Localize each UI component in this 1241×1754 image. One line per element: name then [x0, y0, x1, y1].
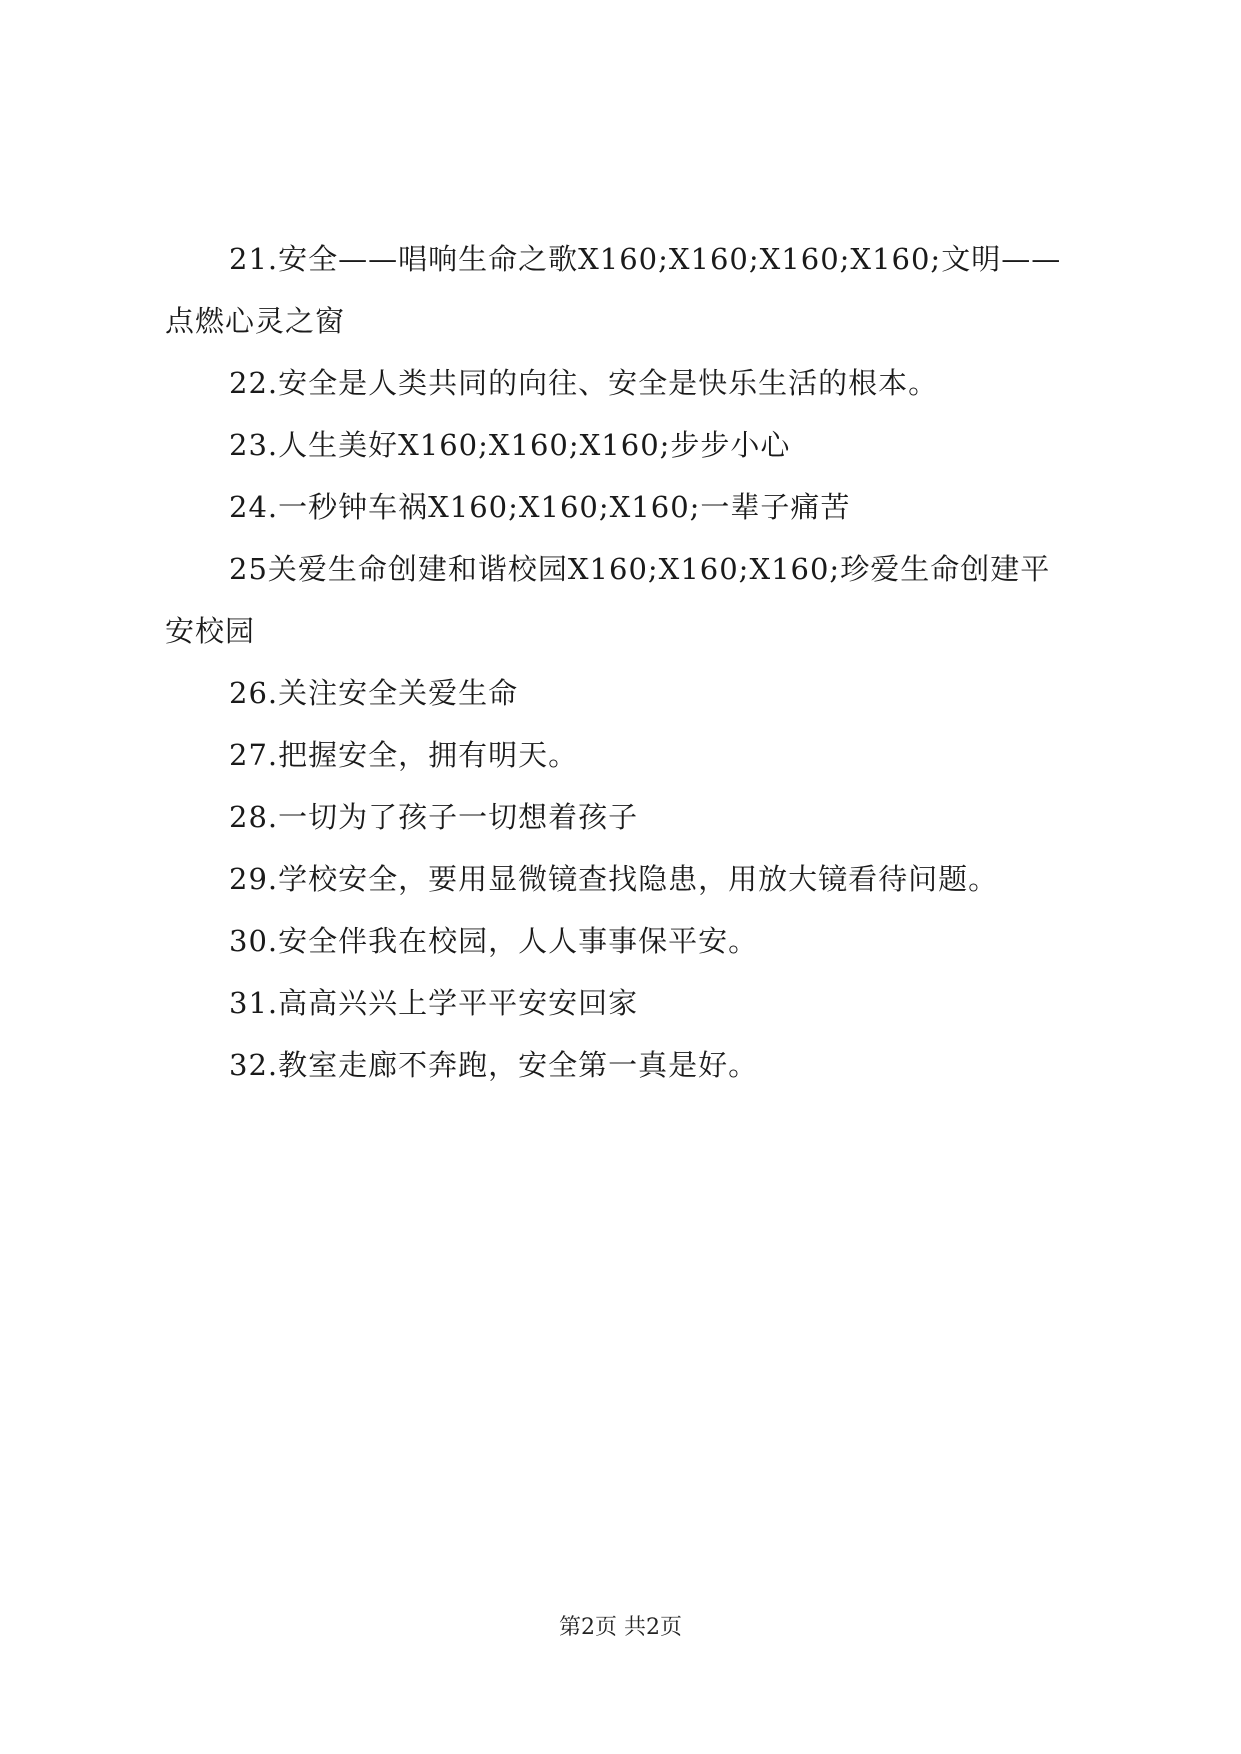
- paragraph-26: 26.关注安全关爱生命: [229, 676, 519, 710]
- document-body: [165, 228, 1075, 1096]
- paragraph-27: 27.把握安全，拥有明天。: [229, 738, 579, 772]
- paragraph-25: 25关爱生命创建和谐校园X160;X160;X160;珍爱生命创建平安校园: [165, 552, 1051, 648]
- paragraph-23: 23.人生美好X160;X160;X160;步步小心: [229, 428, 791, 462]
- page-footer: [0, 1610, 1241, 1641]
- page-number-label: 第2页 共2页: [559, 1615, 682, 1640]
- paragraph-30: 30.安全伴我在校园，人人事事保平安。: [229, 924, 759, 958]
- paragraph-32: 32.教室走廊不奔跑，安全第一真是好。: [229, 1048, 759, 1082]
- paragraph-31: 31.高高兴兴上学平平安安回家: [229, 986, 639, 1020]
- paragraph-24: 24.一秒钟车祸X160;X160;X160;一辈子痛苦: [229, 490, 851, 524]
- paragraph-21: 21.安全——唱响生命之歌X160;X160;X160;X160;文明——点燃心灵之窗: [165, 242, 1062, 338]
- paragraph-22: 22.安全是人类共同的向往、安全是快乐生活的根本。: [229, 366, 939, 400]
- paragraph-29: 29.学校安全，要用显微镜查找隐患，用放大镜看待问题。: [229, 862, 999, 896]
- paragraph-28: 28.一切为了孩子一切想着孩子: [229, 800, 639, 834]
